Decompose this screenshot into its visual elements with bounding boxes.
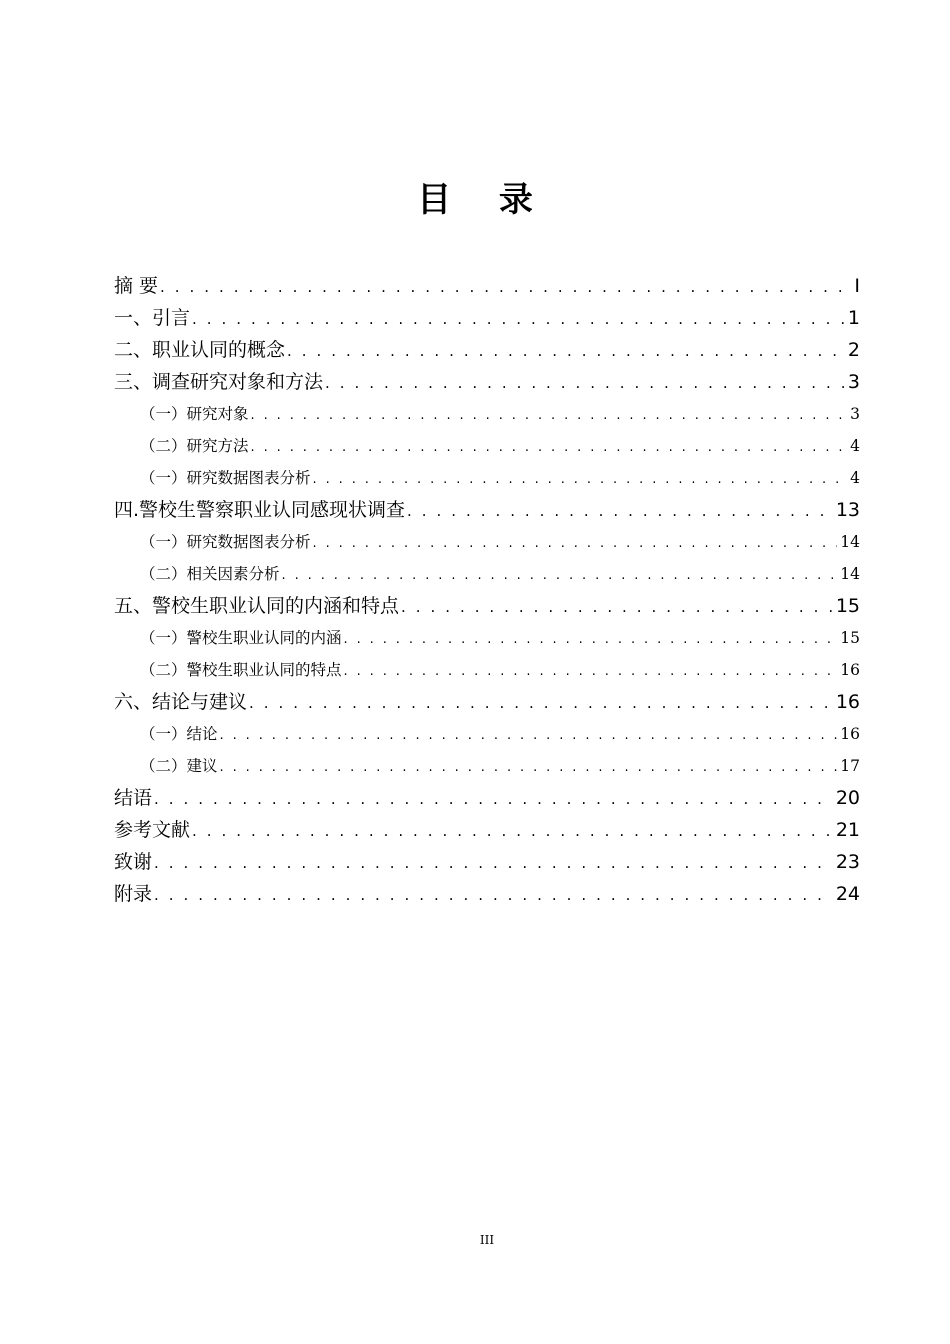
toc-leader-dots — [249, 687, 833, 719]
toc-entry[interactable] — [114, 686, 860, 718]
toc-entry[interactable] — [114, 590, 860, 622]
toc-entry-label: 结语 — [114, 787, 153, 809]
toc-entry-label: 二、职业认同的概念 — [114, 339, 286, 361]
toc-entry[interactable] — [114, 462, 860, 494]
toc-leader-dots — [287, 335, 845, 367]
toc-entry-label: 一、引言 — [114, 307, 191, 329]
toc-entry-page: I — [854, 275, 860, 297]
toc-entry-label: 致谢 — [114, 851, 153, 873]
toc-entry-page: 16 — [840, 661, 860, 679]
toc-entry[interactable] — [114, 430, 860, 462]
toc-entry-page: 2 — [847, 339, 860, 361]
toc-entry-label: （二）相关因素分析 — [140, 565, 280, 583]
toc-entry-label: （二）建议 — [140, 757, 218, 775]
toc-entry-page: 16 — [835, 691, 860, 713]
table-of-contents — [114, 270, 860, 910]
toc-leader-dots — [251, 432, 848, 464]
toc-entry-page: 17 — [840, 757, 860, 775]
toc-entry-label: （二）警校生职业认同的特点 — [140, 661, 342, 679]
toc-entry-page: 3 — [850, 405, 860, 423]
toc-leader-dots — [401, 591, 833, 623]
toc-leader-dots — [220, 720, 838, 752]
toc-entry-label: 附录 — [114, 883, 153, 905]
toc-entry-label: 三、调查研究对象和方法 — [114, 371, 324, 393]
toc-entry-label: 五、警校生职业认同的内涵和特点 — [114, 595, 400, 617]
toc-entry-page: 23 — [835, 851, 860, 873]
toc-entry-page: 15 — [835, 595, 860, 617]
toc-leader-dots — [344, 624, 838, 656]
toc-entry[interactable] — [114, 398, 860, 430]
toc-entry[interactable] — [114, 494, 860, 526]
toc-entry-page: 1 — [847, 307, 860, 329]
toc-entry-page: 14 — [840, 565, 860, 583]
toc-entry[interactable] — [114, 558, 860, 590]
toc-leader-dots — [154, 879, 833, 911]
toc-entry[interactable] — [114, 270, 860, 302]
toc-entry[interactable] — [114, 782, 860, 814]
toc-entry-label: （一）研究数据图表分析 — [140, 533, 311, 551]
toc-entry[interactable] — [114, 526, 860, 558]
toc-entry-label: （二）研究方法 — [140, 437, 249, 455]
toc-entry-page: 24 — [835, 883, 860, 905]
toc-entry-label: （一）结论 — [140, 725, 218, 743]
toc-leader-dots — [313, 528, 838, 560]
toc-leader-dots — [313, 464, 848, 496]
toc-entry-page: 14 — [840, 533, 860, 551]
toc-leader-dots — [192, 815, 833, 847]
toc-leader-dots — [160, 271, 851, 303]
toc-entry[interactable] — [114, 334, 860, 366]
toc-entry-label: （一）警校生职业认同的内涵 — [140, 629, 342, 647]
toc-entry-label: 四.警校生警察职业认同感现状调查 — [114, 499, 406, 521]
toc-entry[interactable] — [114, 302, 860, 334]
toc-entry[interactable] — [114, 846, 860, 878]
toc-entry[interactable] — [114, 750, 860, 782]
toc-leader-dots — [407, 495, 833, 527]
toc-entry-label: 摘 要 — [114, 275, 159, 297]
toc-leader-dots — [220, 752, 838, 784]
toc-entry-label: （一）研究对象 — [140, 405, 249, 423]
toc-entry-label: 参考文献 — [114, 819, 191, 841]
toc-leader-dots — [325, 367, 845, 399]
toc-entry-page: 21 — [835, 819, 860, 841]
toc-entry-page: 4 — [850, 469, 860, 487]
toc-entry-page: 16 — [840, 725, 860, 743]
toc-entry-label: （一）研究数据图表分析 — [140, 469, 311, 487]
toc-entry[interactable] — [114, 366, 860, 398]
toc-entry[interactable] — [114, 622, 860, 654]
toc-entry-page: 20 — [835, 787, 860, 809]
toc-entry[interactable] — [114, 718, 860, 750]
toc-entry-page: 15 — [840, 629, 860, 647]
toc-entry-label: 六、结论与建议 — [114, 691, 248, 713]
toc-leader-dots — [344, 656, 838, 688]
toc-entry[interactable] — [114, 878, 860, 910]
toc-entry[interactable] — [114, 654, 860, 686]
toc-leader-dots — [154, 783, 833, 815]
page-title: 目 录 — [417, 180, 551, 220]
page-number: III — [479, 1233, 495, 1247]
toc-leader-dots — [282, 560, 838, 592]
toc-leader-dots — [192, 303, 845, 335]
toc-entry-page: 13 — [835, 499, 860, 521]
toc-entry-page: 4 — [850, 437, 860, 455]
toc-entry-page: 3 — [847, 371, 860, 393]
toc-entry[interactable] — [114, 814, 860, 846]
toc-leader-dots — [154, 847, 833, 879]
toc-leader-dots — [251, 400, 848, 432]
